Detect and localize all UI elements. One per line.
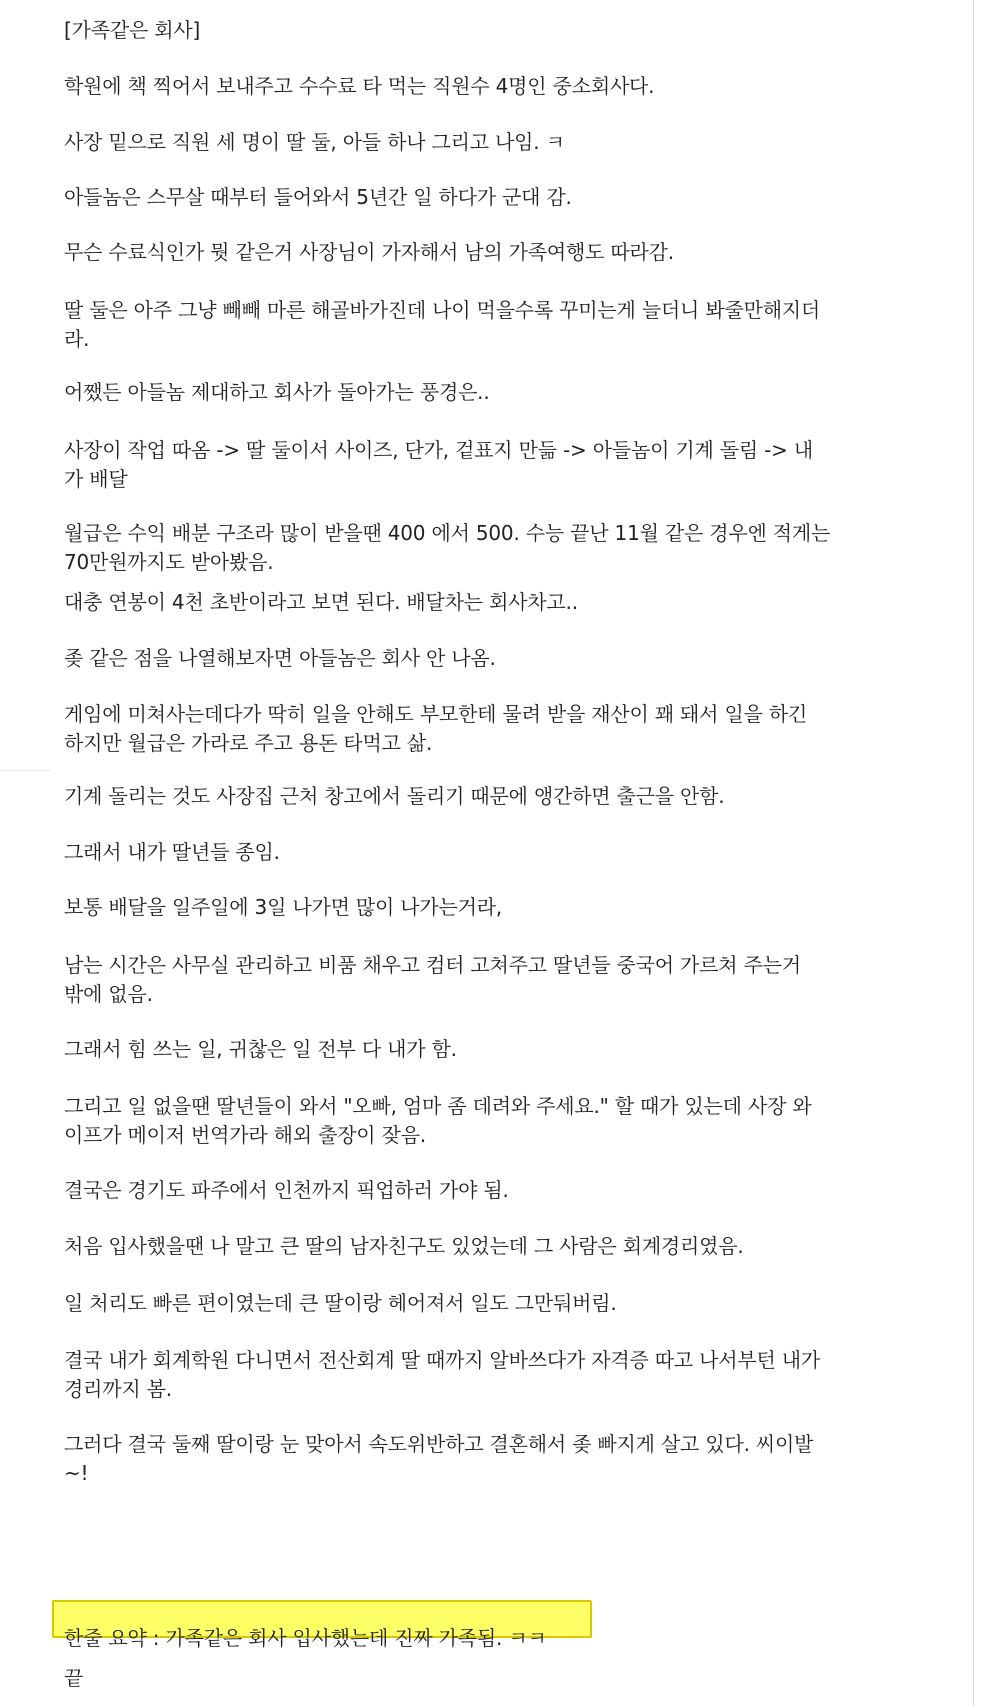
paragraph-line: 남는 시간은 사무실 관리하고 비품 채우고 컴터 고쳐주고 딸년들 중국어 가르쳐 주는거	[64, 953, 801, 977]
paragraph-line: 월급은 수익 배분 구조라 많이 받을땐 400 에서 500. 수능 끝난 11월 같은 경우엔 적게는	[64, 521, 831, 545]
article-title: [가족같은 회사]	[64, 18, 201, 42]
paragraph-4	[64, 238, 884, 267]
paragraph-line: 경리까지 봄.	[64, 1377, 172, 1401]
paragraph-line: 처음 입사했을땐 나 말고 큰 딸의 남자친구도 있었는데 그 사람은 회계경리였음.	[64, 1234, 744, 1258]
paragraph-2	[64, 128, 884, 157]
paragraph-17	[64, 1092, 884, 1150]
right-divider	[973, 0, 974, 1706]
paragraph-line: 밖에 없음.	[64, 982, 153, 1006]
paragraph-line: 그리고 일 없을땐 딸년들이 와서 "오빠, 엄마 좀 데려와 주세요." 할 때가 있는데 사장 와	[64, 1094, 812, 1118]
paragraph-line: 게임에 미쳐사는데다가 딱히 일을 안해도 부모한테 물려 받을 재산이 꽤 돼서 일을 하긴	[64, 702, 808, 726]
paragraph-line: 사장 밑으로 직원 세 명이 딸 둘, 아들 하나 그리고 나임. ㅋ	[64, 130, 565, 154]
paragraph-18	[64, 1176, 884, 1205]
paragraph-9	[64, 588, 884, 617]
paragraph-line: ~!	[64, 1461, 89, 1485]
paragraph-line: 기계 돌리는 것도 사장집 근처 창고에서 돌리기 때문에 앵간하면 출근을 안함.	[64, 784, 725, 808]
paragraph-line: 사장이 작업 따옴 -> 딸 둘이서 사이즈, 단가, 겉표지 만듦 -> 아들놈이 기계 돌림 -> 내	[64, 438, 813, 462]
paragraph-line: 라.	[64, 327, 90, 351]
paragraph-line: 보통 배달을 일주일에 3일 나가면 많이 나가는거라,	[64, 895, 503, 919]
paragraph-line: 학원에 책 찍어서 보내주고 수수료 타 먹는 직원수 4명인 중소회사다.	[64, 74, 655, 98]
paragraph-line: 결국은 경기도 파주에서 인천까지 픽업하러 가야 됨.	[64, 1178, 509, 1202]
paragraph-line: 이프가 메이저 번역가라 해외 출장이 잦음.	[64, 1123, 426, 1147]
paragraph-line: 그래서 내가 딸년들 종임.	[64, 840, 280, 864]
paragraph-line: 딸 둘은 아주 그냥 빼빼 마른 해골바가진데 나이 먹을수록 꾸미는게 늘더니 봐줄만해지더	[64, 298, 821, 322]
paragraph-line: 일 처리도 빠른 편이였는데 큰 딸이랑 헤어져서 일도 그만둬버림.	[64, 1291, 617, 1315]
paragraph-21	[64, 1346, 884, 1404]
paragraph-12	[64, 782, 884, 811]
ending-text: 끝	[64, 1666, 84, 1690]
paragraph-8	[64, 519, 884, 577]
paragraph-15	[64, 951, 884, 1009]
paragraph-line: 그러다 결국 둘째 딸이랑 눈 맞아서 속도위반하고 결혼해서 좆 빠지게 살고 있다. 씨이발	[64, 1432, 814, 1456]
summary-text: 한줄 요약 : 가족같은 회사 입사했는데 진짜 가족됨. ㅋㅋ	[64, 1626, 547, 1650]
paragraph-line: 70만원까지도 받아봤음.	[64, 550, 274, 574]
paragraph-10	[64, 644, 884, 673]
paragraph-line: 어쨌든 아들놈 제대하고 회사가 돌아가는 풍경은..	[64, 380, 490, 404]
paragraph-line: 결국 내가 회계학원 다니면서 전산회계 딸 때까지 알바쓰다가 자격증 따고 나서부턴 내가	[64, 1348, 821, 1372]
paragraph-line: 대충 연봉이 4천 초반이라고 보면 된다. 배달차는 회사차고..	[64, 590, 578, 614]
paragraph-3	[64, 183, 884, 212]
paragraph-7	[64, 436, 884, 494]
left-divider	[0, 770, 50, 771]
paragraph-22	[64, 1430, 884, 1488]
paragraph-20	[64, 1289, 884, 1318]
paragraph-line: 하지만 월급은 가라로 주고 용돈 타먹고 삶.	[64, 731, 433, 755]
paragraph-6	[64, 378, 884, 407]
paragraph-13	[64, 838, 884, 867]
paragraph-line: 좆 같은 점을 나열해보자면 아들놈은 회사 안 나옴.	[64, 646, 496, 670]
paragraph-1	[64, 72, 884, 101]
paragraph-19	[64, 1232, 884, 1261]
paragraph-11	[64, 700, 884, 758]
paragraph-14	[64, 893, 884, 922]
paragraph-line: 무슨 수료식인가 뭣 같은거 사장님이 가자해서 남의 가족여행도 따라감.	[64, 240, 674, 264]
paragraph-line: 아들놈은 스무살 때부터 들어와서 5년간 일 하다가 군대 감.	[64, 185, 572, 209]
paragraph-5	[64, 296, 884, 354]
paragraph-line: 가 배달	[64, 467, 128, 491]
paragraph-16	[64, 1035, 884, 1064]
paragraph-line: 그래서 힘 쓰는 일, 귀찮은 일 전부 다 내가 함.	[64, 1037, 457, 1061]
